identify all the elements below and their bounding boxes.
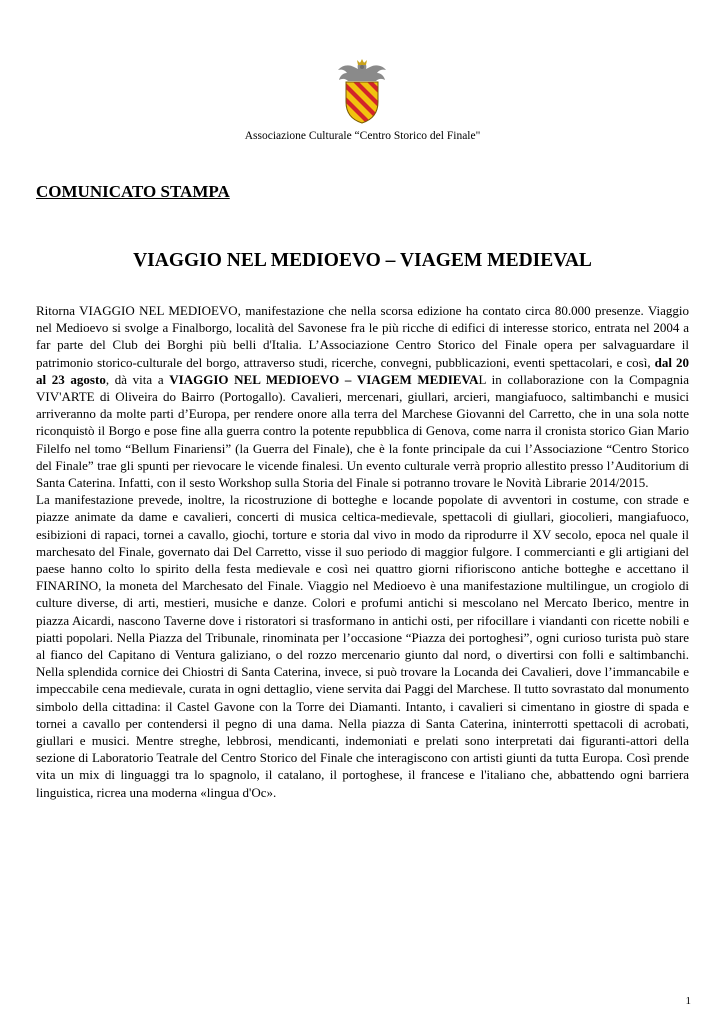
body-text (36, 302, 689, 801)
paragraph-2: La manifestazione prevede, inoltre, la ricostruzione di botteghe e locande popolate di avventori in costume, con strade e piazze animate da dame e cavalieri, concerti di musica celtica-medievale, spettacoli di giullari, giocolieri, mangiafuoco, esibizioni di rapaci, tornei a cavallo, giochi, torture e storia dal vivo in modo da riprodurre il XV secolo, epoca nel quale il marchesato del Finale, governato dai Del Carretto, visse il suo periodo di maggior fulgore. I commercianti e gli artigiani del paese hanno colto lo spirito della festa medievale e così nei quattro giorni rifioriscono antiche botteghe e accettano il FINARINO, la moneta del Marchesato del Finale. Viaggio nel Medioevo è una manifestazione multilingue, un crogiolo di culture diverse, di arti, mestieri, musiche e danze. Colori e profumi antichi si mescolano nel Mercato Iberico, mentre in piazza Aicardi, nascono Taverne dove i ristoratori si trasformano in antichi osti, per rifocillare i viandanti con ricette nobili e piatti popolari. Nella Piazza del Tribunale, rinominata per l’occasione “Piazza dei portoghesi”, ogni curioso turista può stare al fianco del Capitano di Ventura galiziano, o del rozzo mercenario giunto dal nord, o divertirsi con folli e saltimbanchi. Nella splendida cornice dei Chiostri di Santa Caterina, invece, si può trovare la Locanda dei Cavalieri, dove l’immancabile e impeccabile cena medievale, curata in ogni dettaglio, viene servita dai Paggi del Marchese. Il tutto sovrastato dal monumento simbolo della cittadina: il Castel Gavone con la Torre dei Diamanti. Intanto, i cavalieri si cimentano in giostre di spada e tornei a cavallo per contendersi il pegno di una dama. Nella piazza di Santa Caterina, ininterrotti spettacoli di acrobati, giullari e musici. Mentre streghe, lebbrosi, mendicanti, indemoniati e prelati sono interpretati dai figuranti-attori della sezione di Laboratorio Teatrale del Centro Storico del Finale che interagiscono con artisti giunti da tutta Europa. Così prende vita un mix di linguaggi tra lo spagnolo, il catalano, il portoghese, il francese e l'italiano che, abbattendo ogni barriera linguistica, ricrea una moderna «lingua d'Oc». (36, 492, 689, 800)
document-title: VIAGGIO NEL MEDIOEVO – VIAGEM MEDIEVAL (133, 250, 592, 271)
p1-text-b: , dà vita a (105, 371, 170, 387)
press-release-heading: COMUNICATO STAMPA (36, 182, 230, 201)
paragraph-1 (36, 302, 689, 491)
p1-text-a: Ritorna VIAGGIO NEL MEDIOEVO, manifestazione che nella scorsa edizione ha contato circa 80.000 presenze. Viaggio nel Medioevo si svolge a Finalborgo, località del Savonese fra le più ricche di edifici di interesse storico, entrata nel 2004 a far parte del Club dei Borghi più belli d'Italia. L’Associazione Centro Storico del Finale opera per salvaguardare il patrimonio storico-culturale del borgo, attraverso studi, ricerche, convegni, pubblicazioni, eventi spettacolari, e così, (36, 303, 689, 370)
p1-text-c: L in collaborazione con la Compagnia VIV'ARTE di Oliveira do Bairro (Portogallo). Cavalieri, mercenari, giullari, arcieri, mangiafuoco, saltimbanchi e musici arriveranno da molte parti d’Europa, per rendere onore alla terra del Marchese Giovanni del Carretto, che in una sola notte riconquistò il Borgo e pose fine alla guerra contro la potente repubblica di Genova, come narra il cronista storico Gian Mario Filelfo nel tomo “Bellum Finariensi” (la Guerra del Finale), che è la fonte principale da cui l’Associazione “Centro Storico del Finale” trae gli spunti per rievocare le vicende finalesi. Un evento culturale verrà proprio allestito presso l’Auditorium di Santa Caterina. Infatti, con il sesto Workshop sulla Storia del Finale si potranno trovare le Novità Librarie 2014/2015. (36, 371, 690, 491)
page-number: 1 (685, 995, 691, 1007)
coat-of-arms-icon (334, 58, 390, 124)
event-name: VIAGGIO NEL MEDIOEVO – VIAGEM MEDIEVA (169, 371, 479, 387)
event-dates: dal 20 al 23 agosto (36, 354, 689, 387)
association-name: Associazione Culturale “Centro Storico del Finale" (244, 130, 481, 142)
